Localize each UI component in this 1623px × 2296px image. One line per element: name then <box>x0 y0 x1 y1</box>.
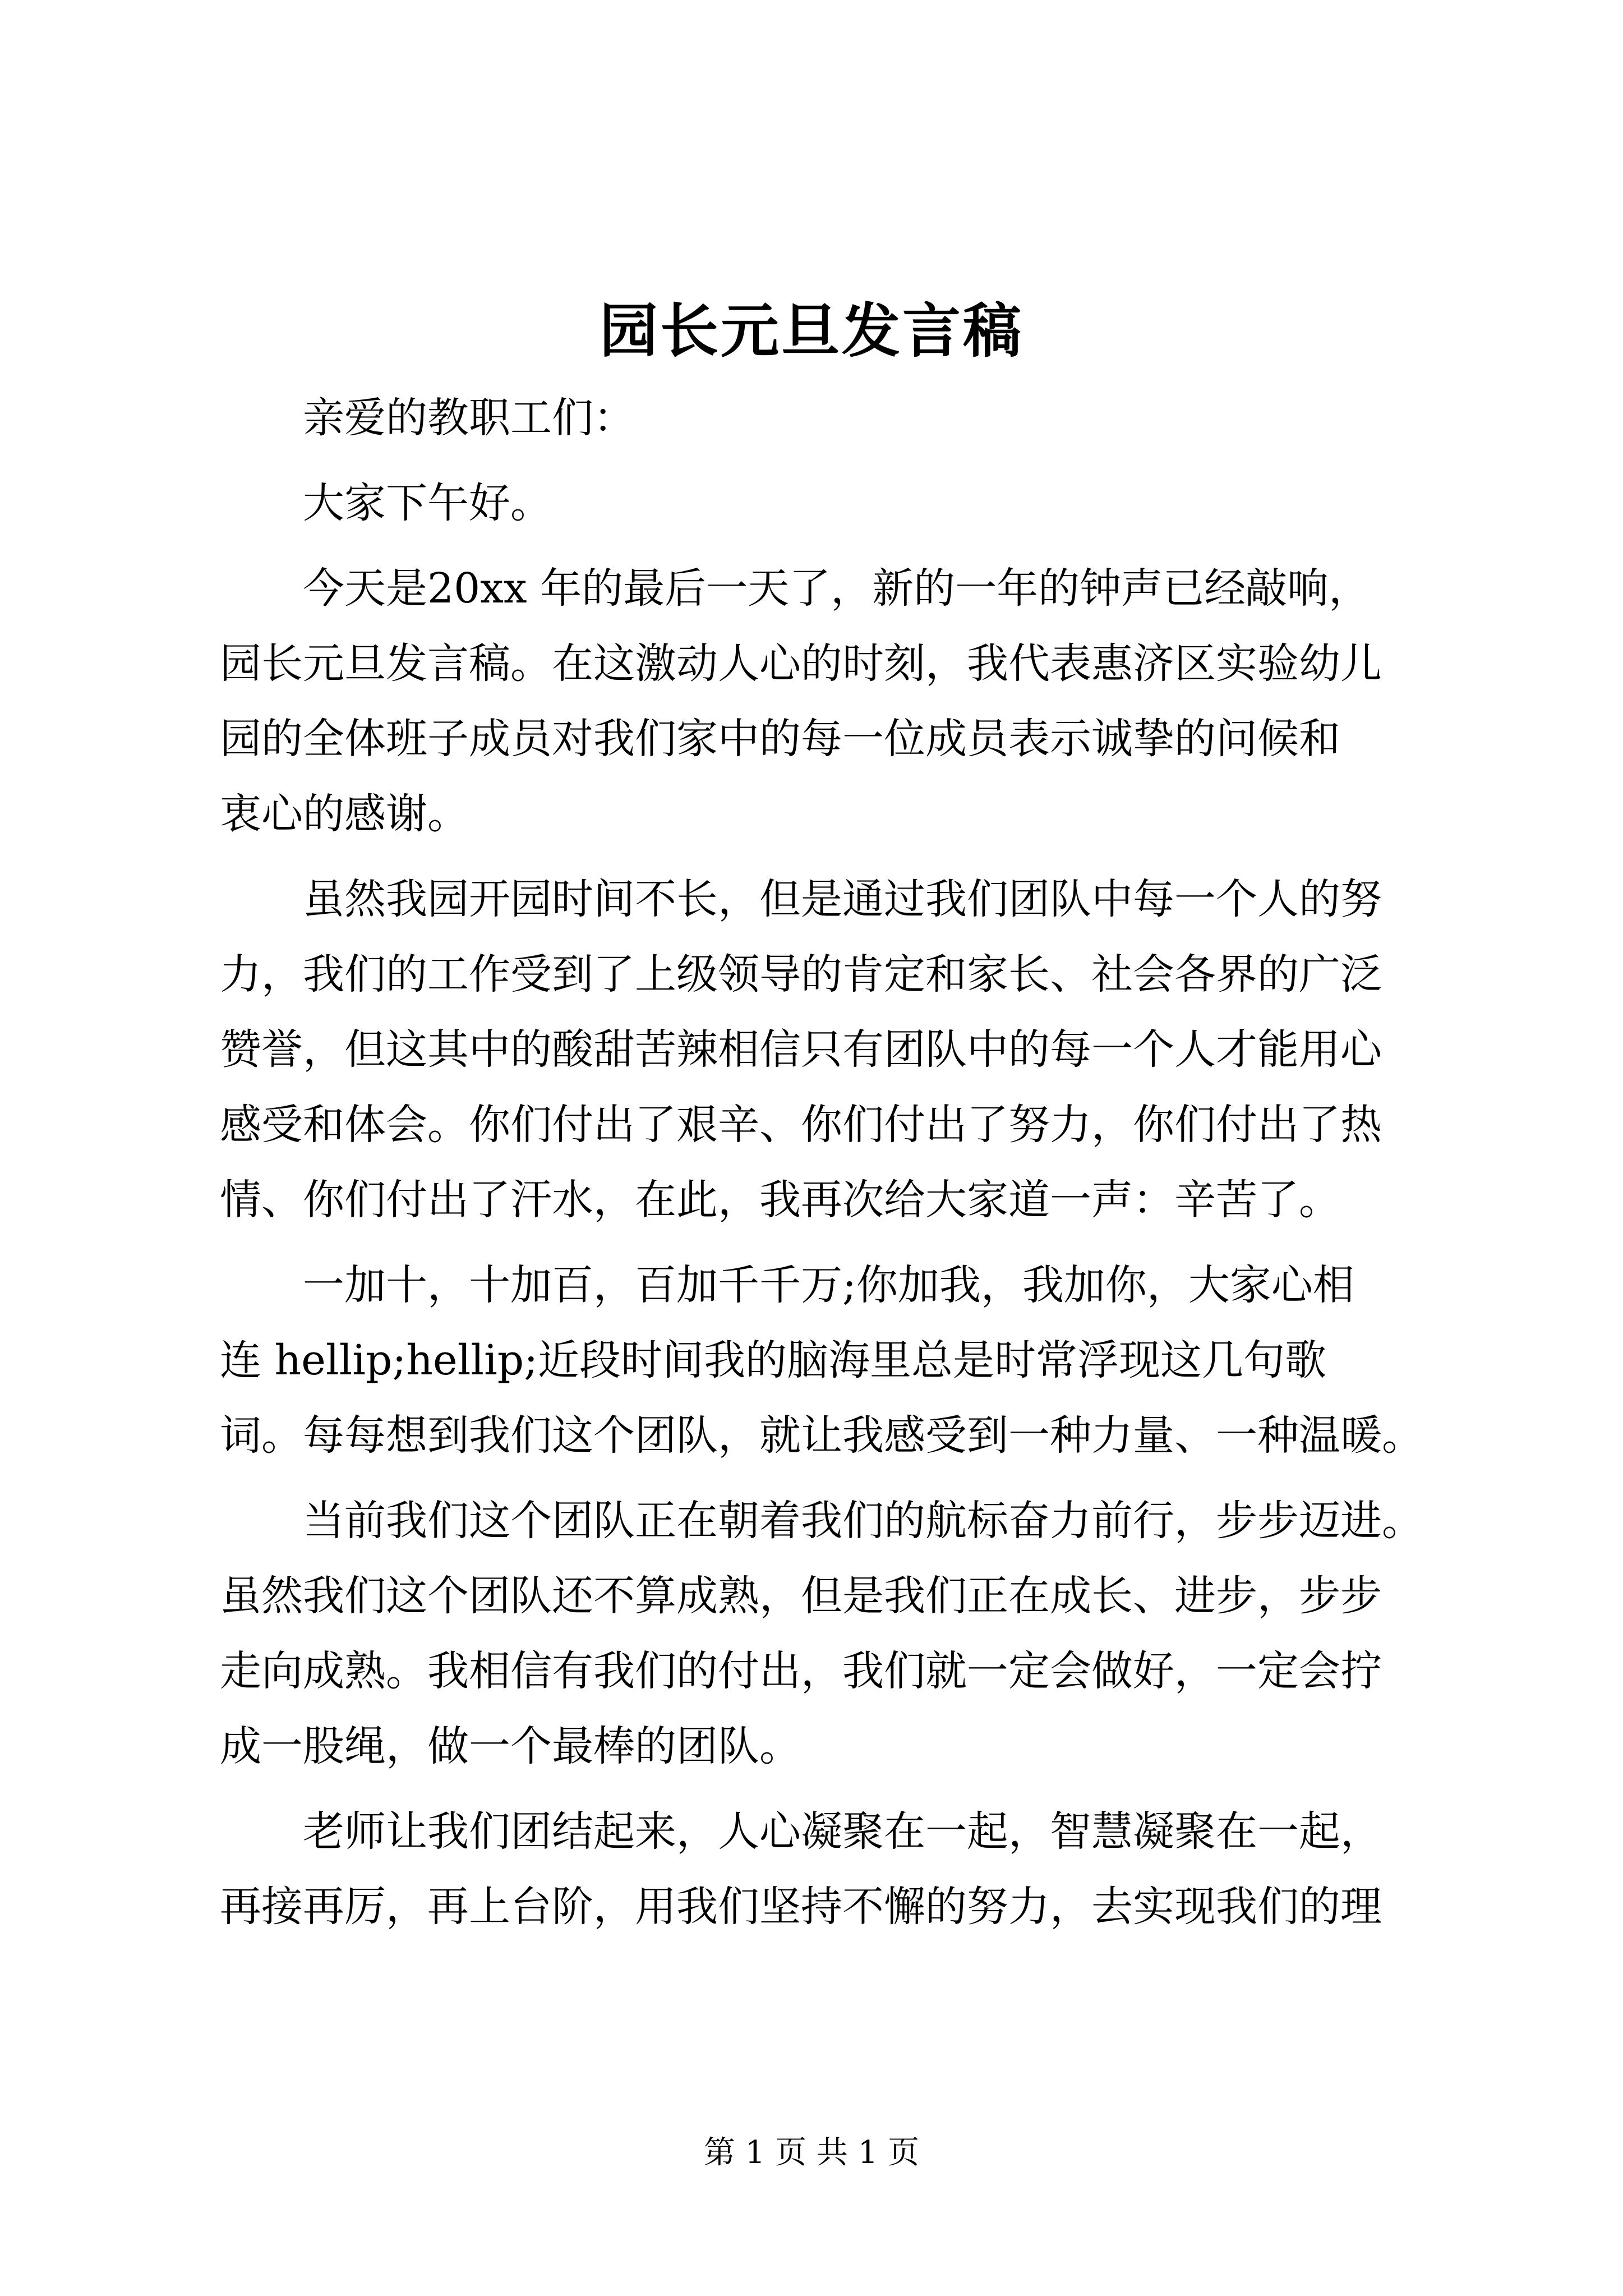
paragraph-gap <box>220 1473 1420 1483</box>
text-line: 大家下午好。 <box>303 479 552 527</box>
text-line: 再接再厉，再上台阶，用我们坚持不懈的努力，去实现我们的理 <box>220 1883 1382 1931</box>
paragraph-gap <box>220 852 1420 862</box>
text-line: 当前我们这个团队正在朝着我们的航标奋力前行，步步迈进。 <box>303 1497 1423 1545</box>
text-line: 连 hellip;hellip;近段时间我的脑海里总是时常浮现这几句歌 <box>220 1336 1327 1384</box>
paragraph-gap <box>220 541 1420 551</box>
paragraph-5 <box>220 1248 1423 1473</box>
text-line: 一加十，十加百，百加千千万;你加我，我加你，大家心相 <box>303 1261 1354 1309</box>
text-line: 今天是20xx 年的最后一天了，新的一年的钟声已经敲响， <box>303 564 1371 613</box>
paragraph-7 <box>220 1794 1420 1944</box>
text-line: 老师让我们团结起来，人心凝聚在一起，智慧凝聚在一起， <box>303 1807 1382 1856</box>
paragraph-gap <box>220 1237 1420 1248</box>
paragraph-gap <box>220 1784 1420 1794</box>
paragraph-3 <box>220 551 1420 852</box>
text-line: 感受和体会。你们付出了艰辛、你们付出了努力，你们付出了热 <box>220 1101 1382 1149</box>
text-line: 园的全体班子成员对我们家中的每一位成员表示诚挚的问候和 <box>220 715 1340 763</box>
text-line: 赞誉，但这其中的酸甜苦辣相信只有团队中的每一个人才能用心 <box>220 1025 1382 1074</box>
text-line: 衷心的感谢。 <box>220 790 469 838</box>
paragraph-salutation <box>220 466 1420 541</box>
text-line: 虽然我园开园时间不长，但是通过我们团队中每一个人的努 <box>303 875 1382 923</box>
document-body <box>220 380 1423 1944</box>
text-line: 成一股绳，做一个最棒的团队。 <box>220 1722 801 1770</box>
paragraph-4 <box>220 862 1420 1237</box>
text-line: 词。每每想到我们这个团队，就让我感受到一种力量、一种温暖。 <box>220 1411 1423 1460</box>
paragraph-greeting <box>220 380 1420 455</box>
page-title: 园长元旦发言稿 <box>599 296 1023 365</box>
text-line: 虽然我们这个团队还不算成熟，但是我们正在成长、进步，步步 <box>220 1572 1382 1620</box>
text-line: 情、你们付出了汗水，在此，我再次给大家道一声：辛苦了。 <box>220 1176 1340 1224</box>
text-line: 园长元旦发言稿。在这激动人心的时刻，我代表惠济区实验幼儿 <box>220 639 1382 688</box>
page-footer: 第 1 页 共 1 页 <box>703 2134 920 2171</box>
text-line: 亲爱的教职工们： <box>303 394 635 442</box>
paragraph-6 <box>220 1483 1423 1784</box>
paragraph-gap <box>220 455 1420 466</box>
text-line: 力，我们的工作受到了上级领导的肯定和家长、社会各界的广泛 <box>220 950 1382 999</box>
text-line: 走向成熟。我相信有我们的付出，我们就一定会做好，一定会拧 <box>220 1647 1382 1695</box>
